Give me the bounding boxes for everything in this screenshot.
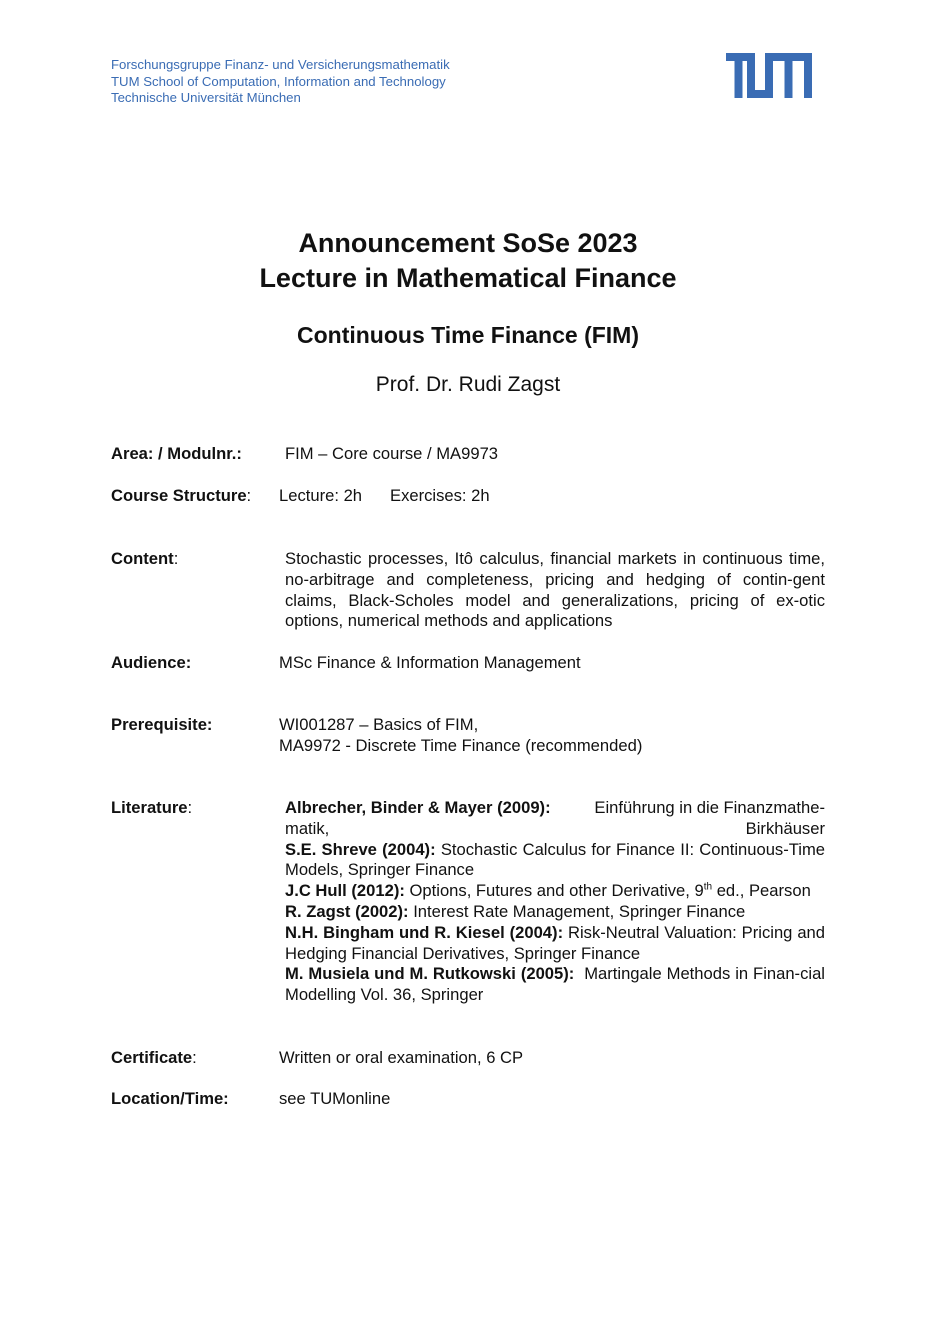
- course-structure-colon: :: [246, 486, 252, 505]
- audience-label: Audience:: [111, 653, 192, 672]
- literature-text: Interest Rate Management, Springer Finance: [413, 901, 746, 921]
- audience-value: MSc Finance & Information Management: [279, 653, 581, 672]
- certificate-value: Written or oral examination, 6 CP: [279, 1048, 524, 1067]
- prerequisite-item: MA9972 - Discrete Time Finance (recommended): [279, 735, 643, 755]
- location-value: see TUMonline: [279, 1089, 391, 1108]
- literature-entry: [285, 964, 825, 1006]
- literature-text: ed., Pearson: [712, 881, 811, 901]
- announcement-title: [0, 226, 936, 296]
- literature-entry: [285, 798, 825, 840]
- literature-publisher: Birkhäuser: [745, 818, 825, 838]
- literature-entry: [285, 881, 825, 902]
- area-value: FIM – Core course / MA9973: [285, 444, 499, 463]
- content-colon: :: [173, 549, 179, 568]
- location-label: Location/Time:: [111, 1089, 229, 1108]
- literature-label: Literature: [111, 798, 188, 817]
- area-label: Area: / Modulnr.:: [111, 444, 242, 463]
- lecturer-name: Prof. Dr. Rudi Zagst: [375, 373, 561, 396]
- literature-author: R. Zagst (2002):: [285, 901, 409, 921]
- exercise-hours: Exercises: 2h: [390, 486, 490, 505]
- header-line-school: TUM School of Computation, Information and Technology: [111, 73, 446, 89]
- literature-author: S.E. Shreve (2004):: [285, 839, 436, 859]
- header-line-university: Technische Universität München: [111, 90, 301, 106]
- lecture-hours: Lecture: 2h: [279, 486, 363, 505]
- course-structure-label: Course Structure: [111, 486, 247, 505]
- announcement-title-line2: Lecture in Mathematical Finance: [259, 263, 677, 293]
- literature-author: M. Musiela und M. Rutkowski (2005):: [285, 964, 575, 984]
- certificate-colon: :: [192, 1048, 197, 1067]
- literature-text: matik,: [285, 818, 330, 838]
- literature-list: [285, 798, 825, 1006]
- announcement-title-line1: Announcement SoSe 2023: [298, 228, 638, 258]
- literature-superscript: th: [703, 881, 713, 893]
- literature-text: Options, Futures and other Derivative, 9: [409, 881, 704, 901]
- prerequisite-item: WI001287 – Basics of FIM,: [279, 715, 479, 734]
- literature-author: N.H. Bingham und R. Kiesel (2004):: [285, 922, 564, 942]
- literature-text: Risk-Neutral Valuation: Pricing and Hedging Financial Derivatives, Springer Finance: [285, 922, 825, 963]
- literature-entry: [285, 840, 825, 882]
- content-label: Content: [111, 549, 174, 568]
- course-title: Continuous Time Finance (FIM): [296, 322, 639, 348]
- literature-text: Martingale Methods in Finan-cial Modelling Vol. 36, Springer: [285, 964, 825, 1005]
- institution-header: [111, 57, 450, 107]
- certificate-label: Certificate: [111, 1048, 193, 1067]
- prerequisite-label: Prerequisite:: [111, 715, 213, 734]
- literature-text: Einführung in die Finanzmathe-: [594, 798, 825, 817]
- content-text: Stochastic processes, Itô calculus, financial markets in continuous time, no-arbitrage and completeness, pricing and hedging of contin-gent claims, Black-Scholes model and generalizations, pricing of ex-otic options, numerical methods and applications: [285, 549, 825, 631]
- literature-entry: [285, 923, 825, 965]
- literature-entry: [285, 902, 825, 923]
- header-line-research-group: Forschungsgruppe Finanz- und Versicherungsmathematik: [111, 57, 450, 72]
- literature-text: Stochastic Calculus for Finance II: Continuous-Time Models, Springer Finance: [285, 839, 825, 880]
- literature-author: J.C Hull (2012):: [285, 881, 405, 901]
- literature-colon: :: [187, 798, 193, 817]
- literature-author: Albrecher, Binder & Mayer (2009):: [285, 798, 551, 817]
- tum-logo-icon: [726, 53, 812, 98]
- prerequisite-list: [279, 715, 642, 757]
